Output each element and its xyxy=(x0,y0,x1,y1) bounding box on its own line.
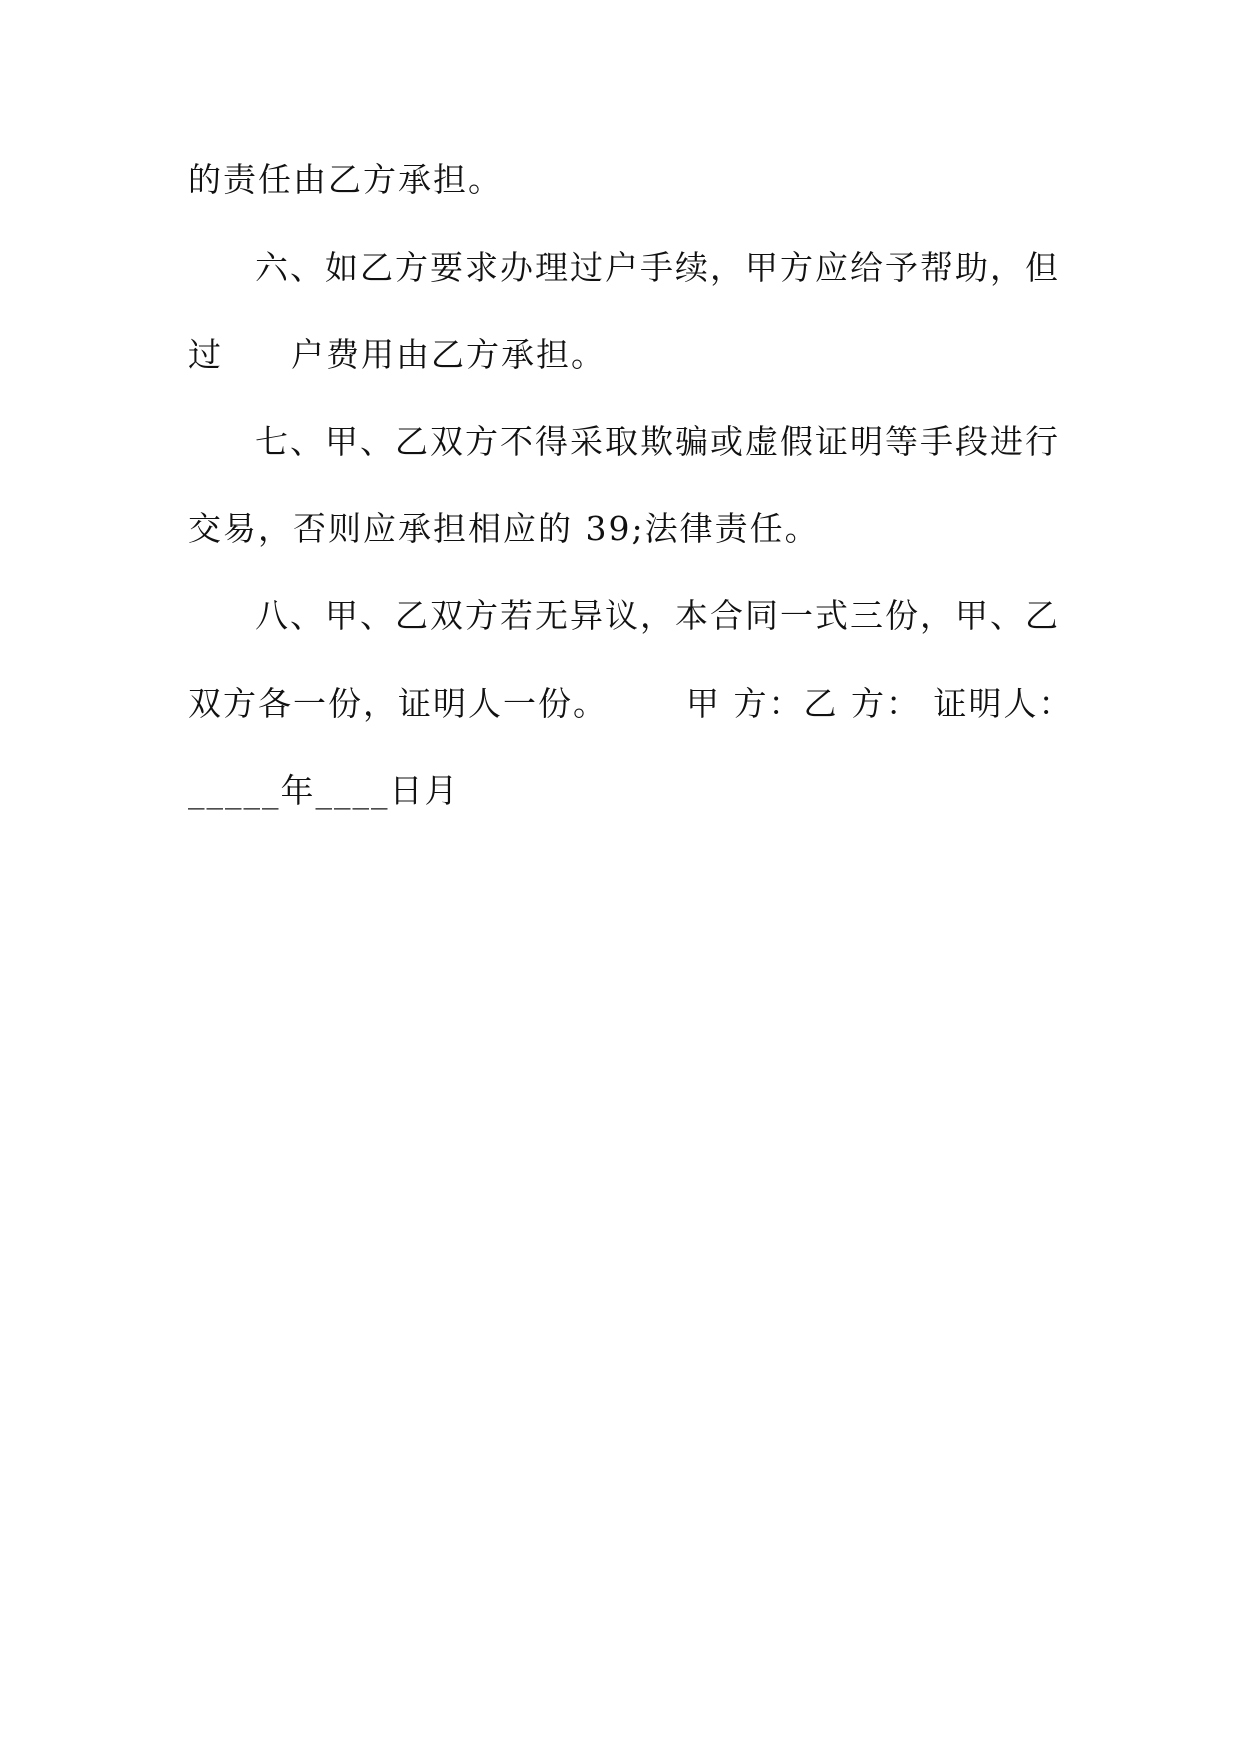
text-segment: 过 xyxy=(188,335,223,374)
text-segment: 双方各一份，证明人一份。 xyxy=(188,684,608,723)
clause-seven-continuation: 交易，否则应承担相应的 39;法律责任。 xyxy=(188,509,820,548)
signature-line xyxy=(188,684,1074,724)
clause-seven-line: 七、甲、乙双方不得采取欺骗或虚假证明等手段进行 xyxy=(255,422,1060,461)
paragraph-line: 的责任由乙方承担。 xyxy=(188,160,503,199)
clause-six-continuation xyxy=(188,335,1018,375)
date-line: _____年____日月 xyxy=(188,771,460,810)
clause-six-line: 六、如乙方要求办理过户手续，甲方应给予帮助，但 xyxy=(255,248,1060,287)
signature-parties: 甲 方：乙 方： 证明人： xyxy=(686,684,1074,723)
clause-eight-line: 八、甲、乙双方若无异议，本合同一式三份，甲、乙 xyxy=(255,596,1060,635)
text-segment: 户费用由乙方承担。 xyxy=(291,335,606,374)
